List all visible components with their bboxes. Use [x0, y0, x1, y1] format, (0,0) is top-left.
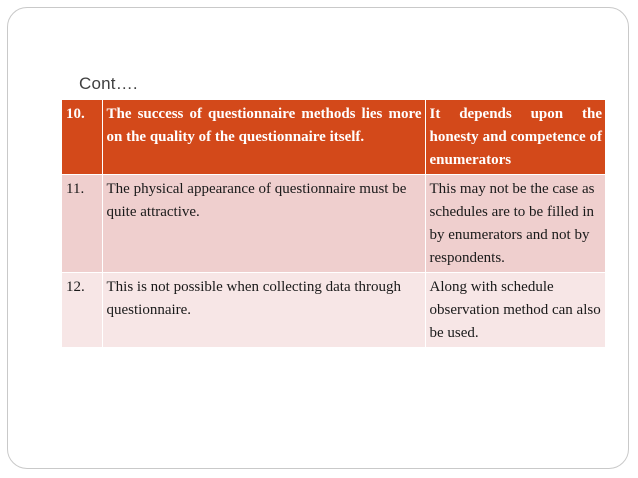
- slide-title: Cont….: [79, 74, 138, 93]
- questionnaire-cell: This is not possible when collecting data through questionnaire.: [102, 273, 425, 348]
- table-row: [62, 100, 605, 175]
- schedule-cell: Along with schedule observation method can also be used.: [425, 273, 605, 348]
- table-row: [62, 273, 605, 348]
- table-row: [62, 175, 605, 273]
- row-number: 11.: [62, 175, 102, 273]
- questionnaire-cell: The success of questionnaire methods lies more on the quality of the questionnaire itself.: [102, 100, 425, 175]
- schedule-cell: It depends upon the honesty and competence of enumerators: [425, 100, 605, 175]
- comparison-table: [62, 100, 605, 348]
- row-number: 10.: [62, 100, 102, 175]
- schedule-cell: This may not be the case as schedules are to be filled in by enumerators and not by respondents.: [425, 175, 605, 273]
- questionnaire-cell: The physical appearance of questionnaire must be quite attractive.: [102, 175, 425, 273]
- row-number: 12.: [62, 273, 102, 348]
